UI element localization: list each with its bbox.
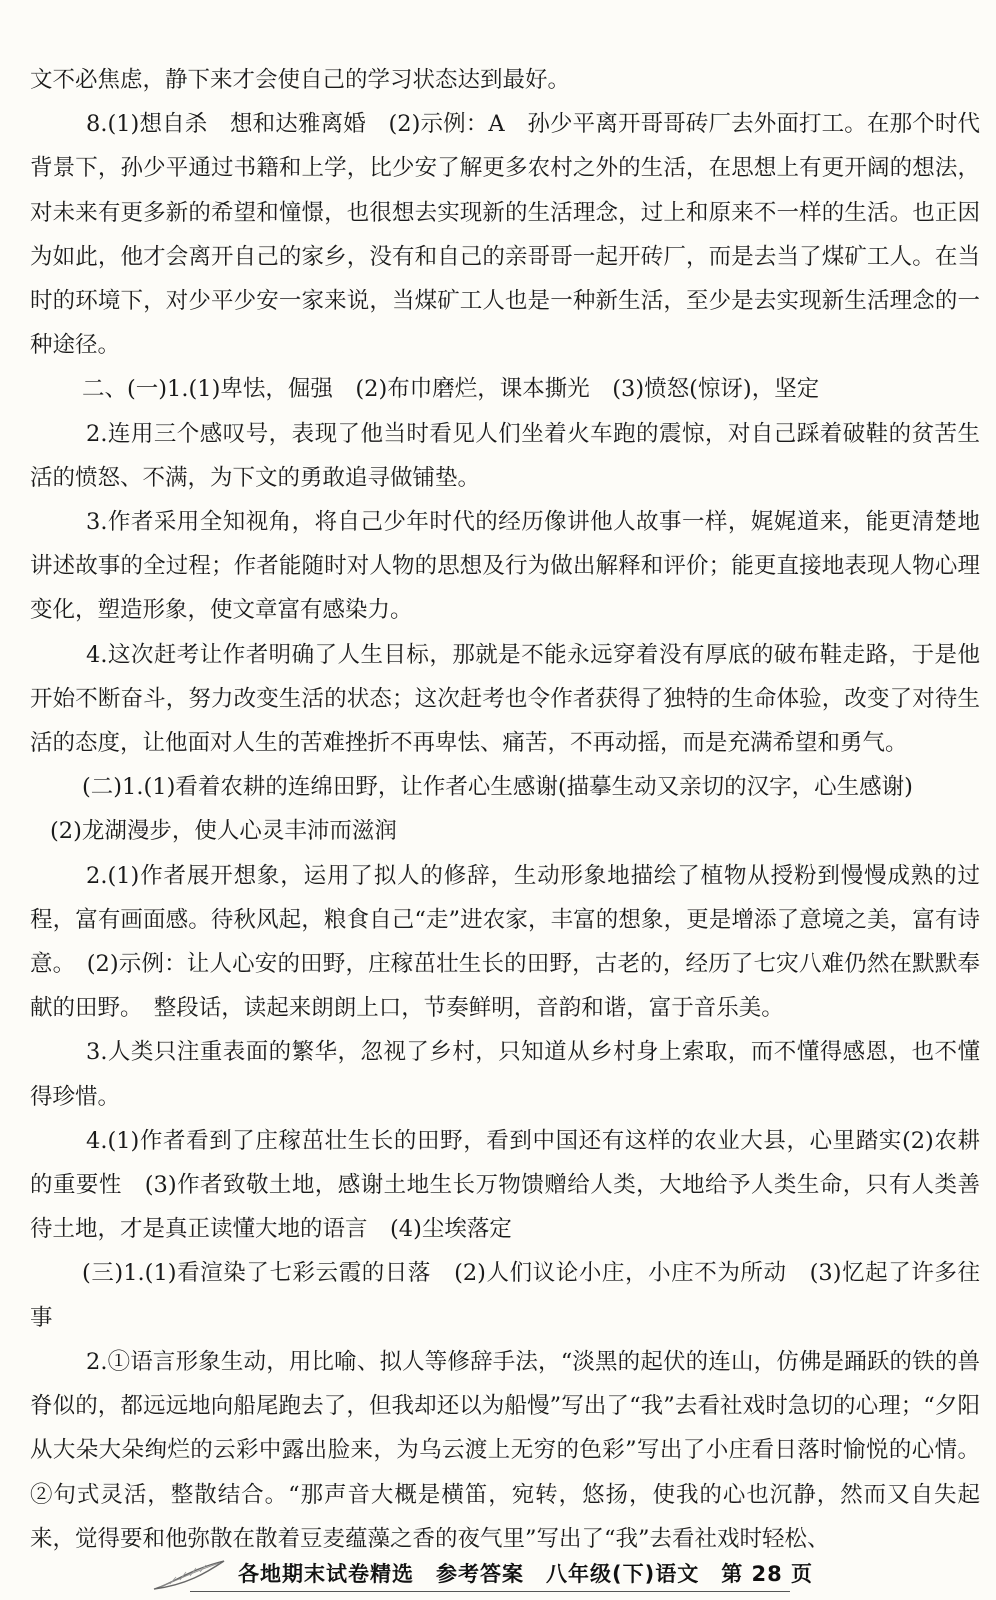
paragraph-part3-q2: 2.①语言形象生动，用比喻、拟人等修辞手法，“淡黑的起伏的连山，仿佛是踊跃的铁的兽脊似的，都远远地向船尾跑去了，但我却还以为船慢”写出了“我”去看社戏时急切的心理；“夕阳从大朵大朵绚烂的云彩中露出脸来，为乌云渡上无穷的色彩”写出了小庄看日落时愉悦的心情。②句式灵活，整散结合。“那声音大概是横笛，宛转，悠扬，使我的心也沉静，然而又自失起来，觉得要和他弥散在散着豆麦蕴藻之香的夜气里”写出了“我”去看社戏时轻松、: [30, 1348, 980, 1552]
paragraph-part2-q1-cont: (2)龙湖漫步，使人心灵丰沛而滋润: [50, 818, 397, 845]
paragraph-part2-q4: 4.(1)作者看到了庄稼茁壮生长的田野，看到中国还有这样的农业大县，心里踏实(2)农耕的重要性 (3)作者致敬土地，感谢土地生长万物馈赠给人类，大地给予人类生命，只有人类善待土地，才是真正读懂大地的语言 (4)尘埃落定: [30, 1127, 980, 1243]
paragraph-part2-q3: 3.人类只注重表面的繁华，忽视了乡村，只知道从乡村身上索取，而不懂得感恩，也不懂得珍惜。: [30, 1039, 980, 1110]
footer-title: 各地期末试卷精选 参考答案 八年级(下)语文 第 28 页: [238, 1562, 814, 1586]
paragraph-part2-q2: 2.(1)作者展开想象，运用了拟人的修辞，生动形象地描绘了植物从授粉到慢慢成熟的过程，富有画面感。待秋风起，粮食自己“走”进农家，丰富的想象，更是增添了意境之美，富有诗意。 (2)示例：让人心安的田野，庄稼茁壮生长的田野，古老的，经历了七灾八难仍然在默默奉献的田野。 整段话，读起来朗朗上口，节奏鲜明，音韵和谐，富于音乐美。: [30, 862, 980, 1022]
paragraph-part1-q3: 3.作者采用全知视角，将自己少年时代的经历像讲他人故事一样，娓娓道来，能更清楚地讲述故事的全过程；作者能随时对人物的思想及行为做出解释和评价；能更直接地表现人物心理变化，塑造形象，使文章富有感染力。: [30, 509, 980, 624]
footer-divider: [190, 1591, 790, 1592]
paragraph-part1-q2: 2.连用三个感叹号，表现了他当时看见人们坐着火车跑的震惊，对自己踩着破鞋的贫苦生活的愤怒、不满，为下文的勇敢追寻做铺垫。: [30, 420, 980, 491]
paragraph-part3-q1: (三)1.(1)看渲染了七彩云霞的日落 (2)人们议论小庄，小庄不为所动 (3)忆起了许多往事: [30, 1260, 980, 1331]
paragraph-part2-q1: (二)1.(1)看着农耕的连绵田野，让作者心生感谢(描摹生动又亲切的汉字，心生感谢): [82, 774, 913, 801]
page-footer: [0, 1555, 996, 1599]
answer-text-body: [30, 58, 980, 1561]
paragraph-continuation: 文不必焦虑，静下来才会使自己的学习状态达到最好。: [30, 67, 571, 93]
paragraph-q8: 8.(1)想自杀 想和达雅离婚 (2)示例：A 孙少平离开哥哥砖厂去外面打工。在那个时代背景下，孙少平通过书籍和上学，比少安了解更多农村之外的生活，在思想上有更开阔的想法，对未来有更多新的希望和憧憬，也很想去实现新的生活理念，过上和原来不一样的生活。也正因为如此，他才会离开自己的家乡，没有和自己的亲哥哥一起开砖厂，而是去当了煤矿工人。在当时的环境下，对少平少安一家来说，当煤矿工人也是一种新生活，至少是去实现新生活理念的一种途径。: [30, 111, 980, 359]
paragraph-section2-part1-q1: 二、(一)1.(1)卑怯，倔强 (2)布巾磨烂，课本撕光 (3)愤怒(惊讶)，坚定: [82, 376, 820, 403]
paragraph-part1-q4: 4.这次赶考让作者明确了人生目标，那就是不能永远穿着没有厚底的破布鞋走路，于是他开始不断奋斗，努力改变生活的状态；这次赶考也令作者获得了独特的生命体验，改变了对待生活的态度，让他面对人生的苦难挫折不再卑怯、痛苦，不再动摇，而是充满希望和勇气。: [30, 641, 980, 757]
feather-decoration-icon: [150, 1555, 230, 1595]
